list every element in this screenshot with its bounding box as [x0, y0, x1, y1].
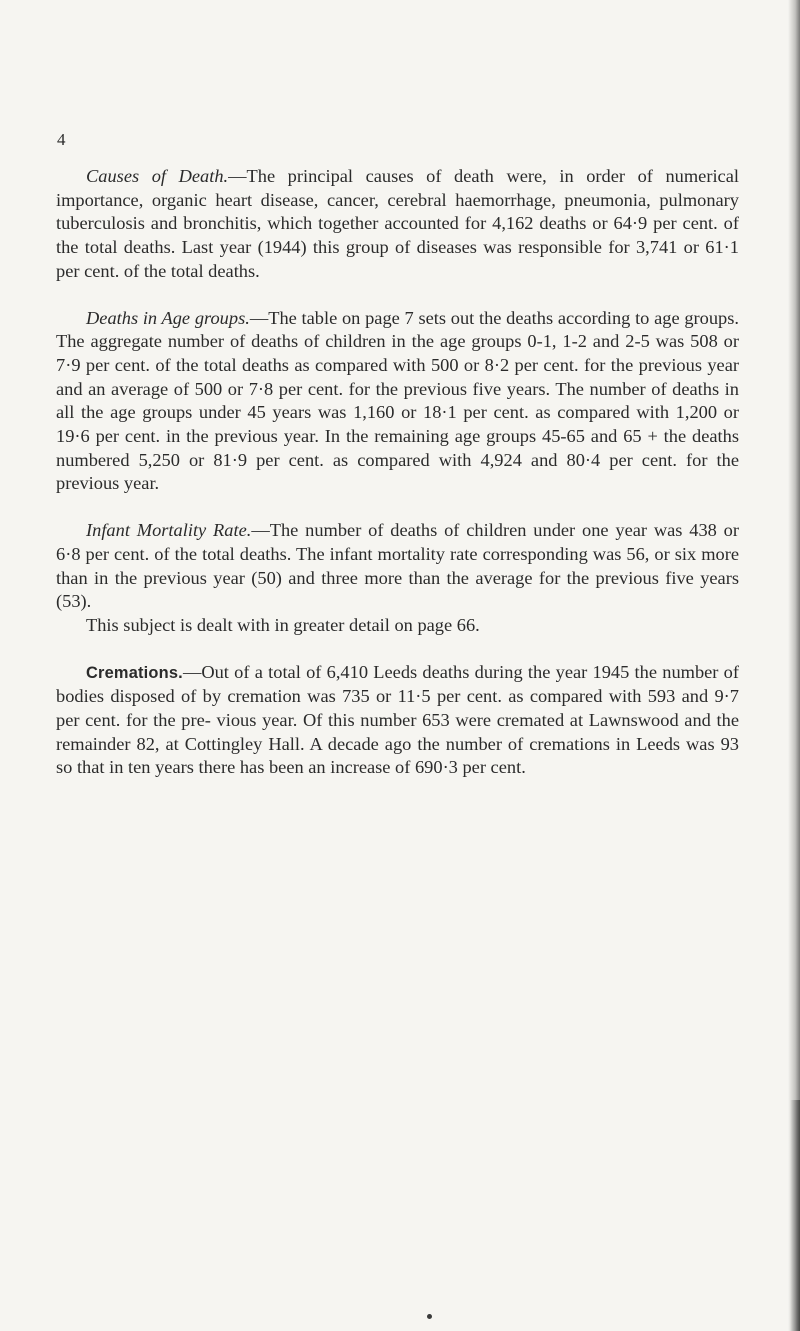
page-number: 4: [57, 130, 66, 149]
document-body: [56, 165, 739, 780]
causes-of-death-heading: Causes of Death.: [86, 166, 229, 186]
page-edge-shadow-lower: [790, 1100, 800, 1331]
age-groups-paragraph: [56, 307, 739, 497]
infant-mortality-text: —The number of deaths of children under one year was 438 or 6·8 per cent. of the total deaths. The infant mortality rate corresponding was 56, or six more than in the previous year (50) and three more than the average for the previous five years (53).: [56, 520, 739, 612]
ink-speck: [427, 1314, 432, 1319]
infant-mortality-heading: Infant Mortality Rate.: [86, 520, 252, 541]
infant-mortality-paragraph: [56, 519, 739, 614]
causes-of-death-paragraph: [56, 165, 739, 284]
causes-of-death-text: —The principal causes of death were, in order of numerical importance, organic heart disease, cancer, cerebral haemorrhage, pneumonia, pulmonary tuberculosis and bronchitis, which together accounted for 4,162 deaths or 64·9 per cent. of the total deaths. Last year (1944) this group of diseases was responsible for 3,741 or 61·1 per cent. of the total deaths.: [56, 166, 739, 281]
cremations-text: —Out of a total of 6,410 Leeds deaths during the year 1945 the number of bodies disposed of by cremation was 735 or 11·5 per cent. as compared with 593 and 9·7 per cent. for the pre- vious year. Of this number 653 were cremated at Lawnswood and the remainder 82, at Cottingley Hall. A decade ago the number of cremations in Leeds was 93 so that in ten years there has been an increase of 690·3 per cent.: [56, 661, 739, 778]
infant-mortality-note: This subject is dealt with in greater detail on page 66.: [86, 614, 480, 635]
cremations-paragraph: [56, 661, 739, 781]
age-groups-text: —The table on page 7 sets out the deaths according to age groups. The aggregate number of deaths of children in the age groups 0-1, 1-2 and 2-5 was 508 or 7·9 per cent. of the total deaths as compared with 500 or 8·2 per cent. for the previous year and an average of 500 or 7·8 per cent. for the previous five years. The number of deaths in all the age groups under 45 years was 1,160 or 18·1 per cent. as compared with 1,200 or 19·6 per cent. in the previous year. In the remaining age groups 45-65 and 65 + the deaths numbered 5,250 or 81·9 per cent. as compared with 4,924 and 80·4 per cent. for the previous year.: [56, 307, 739, 494]
age-groups-heading: Deaths in Age groups.: [86, 307, 250, 328]
cremations-heading: Cremations.: [86, 663, 183, 682]
